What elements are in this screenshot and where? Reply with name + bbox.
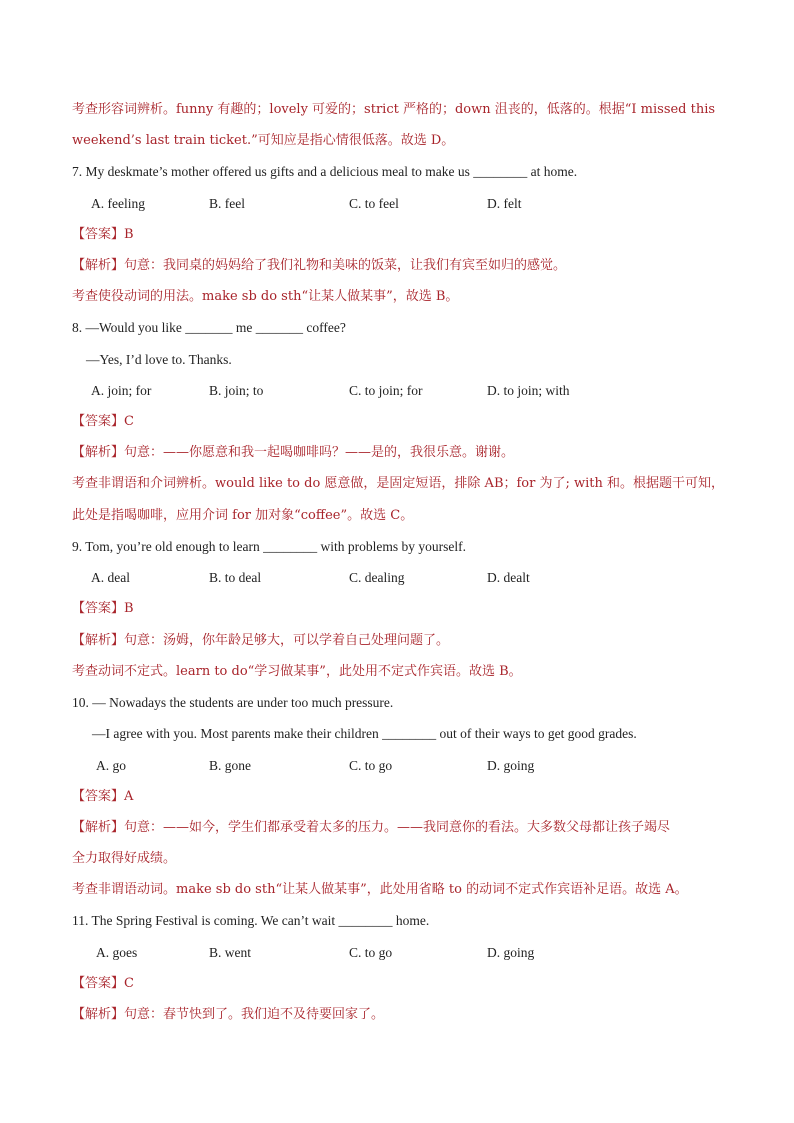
- question-10-answer: [72, 788, 133, 806]
- option-c: C. to join; for: [349, 383, 423, 398]
- option-d: D. going: [487, 945, 535, 960]
- answer-label: 【答案】: [72, 414, 125, 429]
- question-7-answer: [72, 226, 134, 244]
- option-c: C. to go: [349, 758, 393, 773]
- analysis-label: 【解析】: [72, 258, 125, 273]
- question-8-stem: 8. —Would you like _______ me _______ coffee?: [72, 320, 346, 335]
- question-9-analysis: [72, 632, 449, 650]
- option-d: D. going: [487, 758, 535, 773]
- option-a: A. goes: [96, 945, 138, 960]
- option-b: B. join; to: [209, 383, 264, 398]
- question-10-stem-response: —I agree with you. Most parents make their children ________ out of their ways to get good grades.: [92, 726, 637, 741]
- analysis-text: 句意：我同桌的妈妈给了我们礼物和美味的饭菜，让我们有宾至如归的感觉。: [124, 258, 567, 273]
- answer-value: C: [124, 414, 134, 429]
- option-b: B. feel: [209, 196, 245, 211]
- question-9-answer: [72, 600, 134, 618]
- answer-label: 【答案】: [72, 976, 125, 991]
- question-9-stem: 9. Tom, you’re old enough to learn ________ with problems by yourself.: [72, 539, 466, 554]
- analysis-label: 【解析】: [72, 1007, 125, 1022]
- question-10-analysis-line-1: [72, 819, 670, 837]
- answer-label: 【答案】: [72, 601, 125, 616]
- question-11-answer: [72, 975, 134, 993]
- option-b: B. gone: [209, 758, 251, 773]
- option-d: D. felt: [487, 196, 522, 211]
- analysis-text: 句意：汤姆，你年龄足够大，可以学着自己处理问题了。: [124, 633, 450, 648]
- question-7-note: 考查使役动词的用法。make sb do sth“让某人做某事”，故选 B。: [72, 289, 459, 304]
- option-a: A. feeling: [91, 196, 145, 211]
- answer-value: C: [124, 976, 134, 991]
- answer-label: 【答案】: [72, 227, 125, 242]
- analysis-continued-line-1: 考查形容词辨析。funny 有趣的；lovely 可爱的；strict 严格的；down 沮丧的，低落的。根据“I missed this: [72, 102, 716, 117]
- analysis-label: 【解析】: [72, 633, 125, 648]
- answer-value: B: [124, 227, 134, 242]
- question-7-analysis: [72, 257, 566, 275]
- question-8-analysis: [72, 444, 514, 462]
- option-b: B. to deal: [209, 570, 262, 585]
- question-8-note-line-1: 考查非谓语和介词辨析。would like to do 愿意做，是固定短语，排除 AB；for 为了; with 和。根据题干可知，: [72, 476, 725, 491]
- option-a: A. join; for: [91, 383, 152, 398]
- question-10-note: 考查非谓语动词。make sb do sth“让某人做某事”，此处用省略 to 的动词不定式作宾语补足语。故选 A。: [72, 882, 688, 897]
- analysis-text: 句意：春节快到了。我们迫不及待要回家了。: [124, 1007, 385, 1022]
- option-b: B. went: [209, 945, 251, 960]
- analysis-continued-line-2: weekend’s last train ticket.”可知应是指心情很低落。故选 D。: [72, 133, 455, 148]
- option-a: A. deal: [91, 570, 130, 585]
- analysis-text: 句意：——如今，学生们都承受着太多的压力。——我同意你的看法。大多数父母都让孩子竭尽: [124, 820, 671, 835]
- answer-label: 【答案】: [72, 789, 125, 804]
- analysis-text: 句意：——你愿意和我一起喝咖啡吗？——是的，我很乐意。谢谢。: [124, 445, 515, 460]
- answer-value: A: [124, 789, 134, 804]
- option-c: C. to go: [349, 945, 393, 960]
- question-11-analysis: [72, 1006, 384, 1024]
- analysis-label: 【解析】: [72, 820, 125, 835]
- question-9-note: 考查动词不定式。learn to do“学习做某事”，此处用不定式作宾语。故选 B。: [72, 664, 522, 679]
- option-d: D. dealt: [487, 570, 530, 585]
- question-11-stem: 11. The Spring Festival is coming. We can’t wait ________ home.: [72, 913, 430, 928]
- answer-value: B: [124, 601, 134, 616]
- analysis-label: 【解析】: [72, 445, 125, 460]
- question-8-answer: [72, 413, 134, 431]
- question-10-stem: 10. — Nowadays the students are under too much pressure.: [72, 695, 394, 710]
- option-d: D. to join; with: [487, 383, 570, 398]
- option-c: C. to feel: [349, 196, 399, 211]
- question-7-stem: 7. My deskmate’s mother offered us gifts and a delicious meal to make us ________ at home.: [72, 164, 578, 179]
- question-10-analysis-line-2: 全力取得好成绩。: [72, 851, 177, 866]
- option-a: A. go: [96, 758, 126, 773]
- option-c: C. dealing: [349, 570, 405, 585]
- question-8-note-line-2: 此处是指喝咖啡，应用介词 for 加对象“coffee”。故选 C。: [72, 508, 414, 523]
- question-8-stem-response: —Yes, I’d love to. Thanks.: [86, 352, 232, 367]
